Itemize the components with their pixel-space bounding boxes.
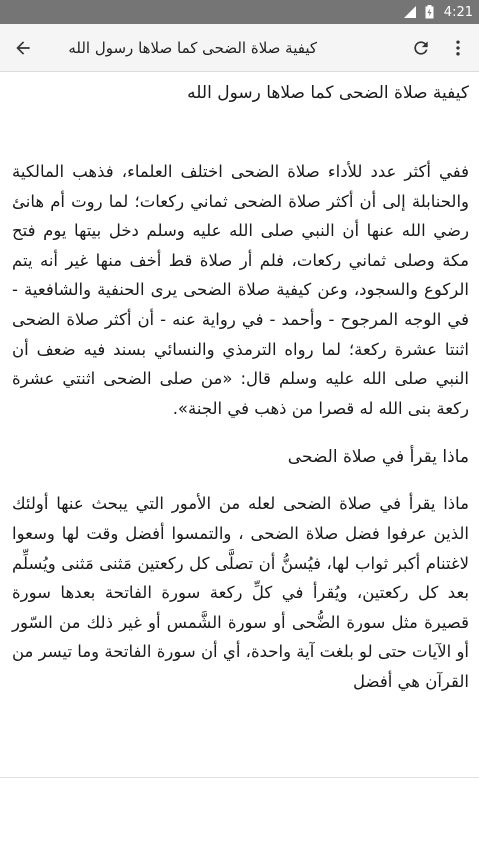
more-options-button[interactable] <box>446 36 470 60</box>
status-time: 4:21 <box>443 4 473 20</box>
more-vert-icon <box>448 38 468 58</box>
status-bar <box>0 0 479 24</box>
app-bar <box>0 24 479 72</box>
back-button[interactable] <box>11 36 35 60</box>
content-divider <box>0 777 479 778</box>
refresh-button[interactable] <box>409 36 433 60</box>
article-heading: كيفية صلاة الضحى كما صلاها رسول الله <box>187 83 469 103</box>
article-scroll-area[interactable] <box>0 72 479 777</box>
signal-icon <box>403 5 417 19</box>
app-bar-title: كيفية صلاة الضحى كما صلاها رسول الله <box>68 39 317 57</box>
article-subheading: ماذا يقرأ في صلاة الضحى <box>287 447 469 468</box>
article-paragraph: ففي أكثر عدد للأداء صلاة الضحى اختلف العلماء، فذهب المالكية والحنابلة إلى أن أكثر صلاة الضحى ثماني ركعات؛ لما روت أم هانئ رضي الله عنها أن النبي صلى الله عليه وسلم دخل بيتها يوم فتح مكة وصلى ثماني ركعات، فلم أر صلاة قط أخف منها غير أنه يتم الركوع والسجود، وعن كيفية صلاة الضحى يرى الحنفية والشافعية - في الوجه المرجوح - وأحمد - في رواية عنه - أن أكثر صلاة الضحى اثنتا عشرة ركعة؛ لما رواه الترمذي والنسائي بسند فيه ضعف أن النبي صلى الله عليه وسلم قال: «من صلى الضحى اثنتي عشرة ركعة بنى الله له قصرا من ذهب في الجنة». <box>12 162 469 418</box>
arrow-back-icon <box>13 38 33 58</box>
battery-icon <box>425 5 434 19</box>
refresh-icon <box>411 38 431 58</box>
article-body <box>12 72 469 697</box>
article-paragraph: ماذا يقرأ في صلاة الضحى لعله من الأمور التي يبحث عنها أولئك الذين عرفوا فضل صلاة الضحى ، والتمسوا أفضل وقت لها وسعوا لاغتنام أكبر ثواب لها، فيُسنُّ أن تصلَّى كل ركعتين مَثنى مَثنى ويُسلِّم بعد كل ركعتين، ويُقرأ في كلِّ ركعة سورة الفاتحة بعدها سورة قصيرة مثل سورة الضُّحى أو سورة الشَّمس أو غير ذلك من السّور أو الآيات حتى لو بلغت آية واحدة، أي أن سورة الفاتحة وما تيسر من القرآن هي أفضل <box>12 494 469 691</box>
